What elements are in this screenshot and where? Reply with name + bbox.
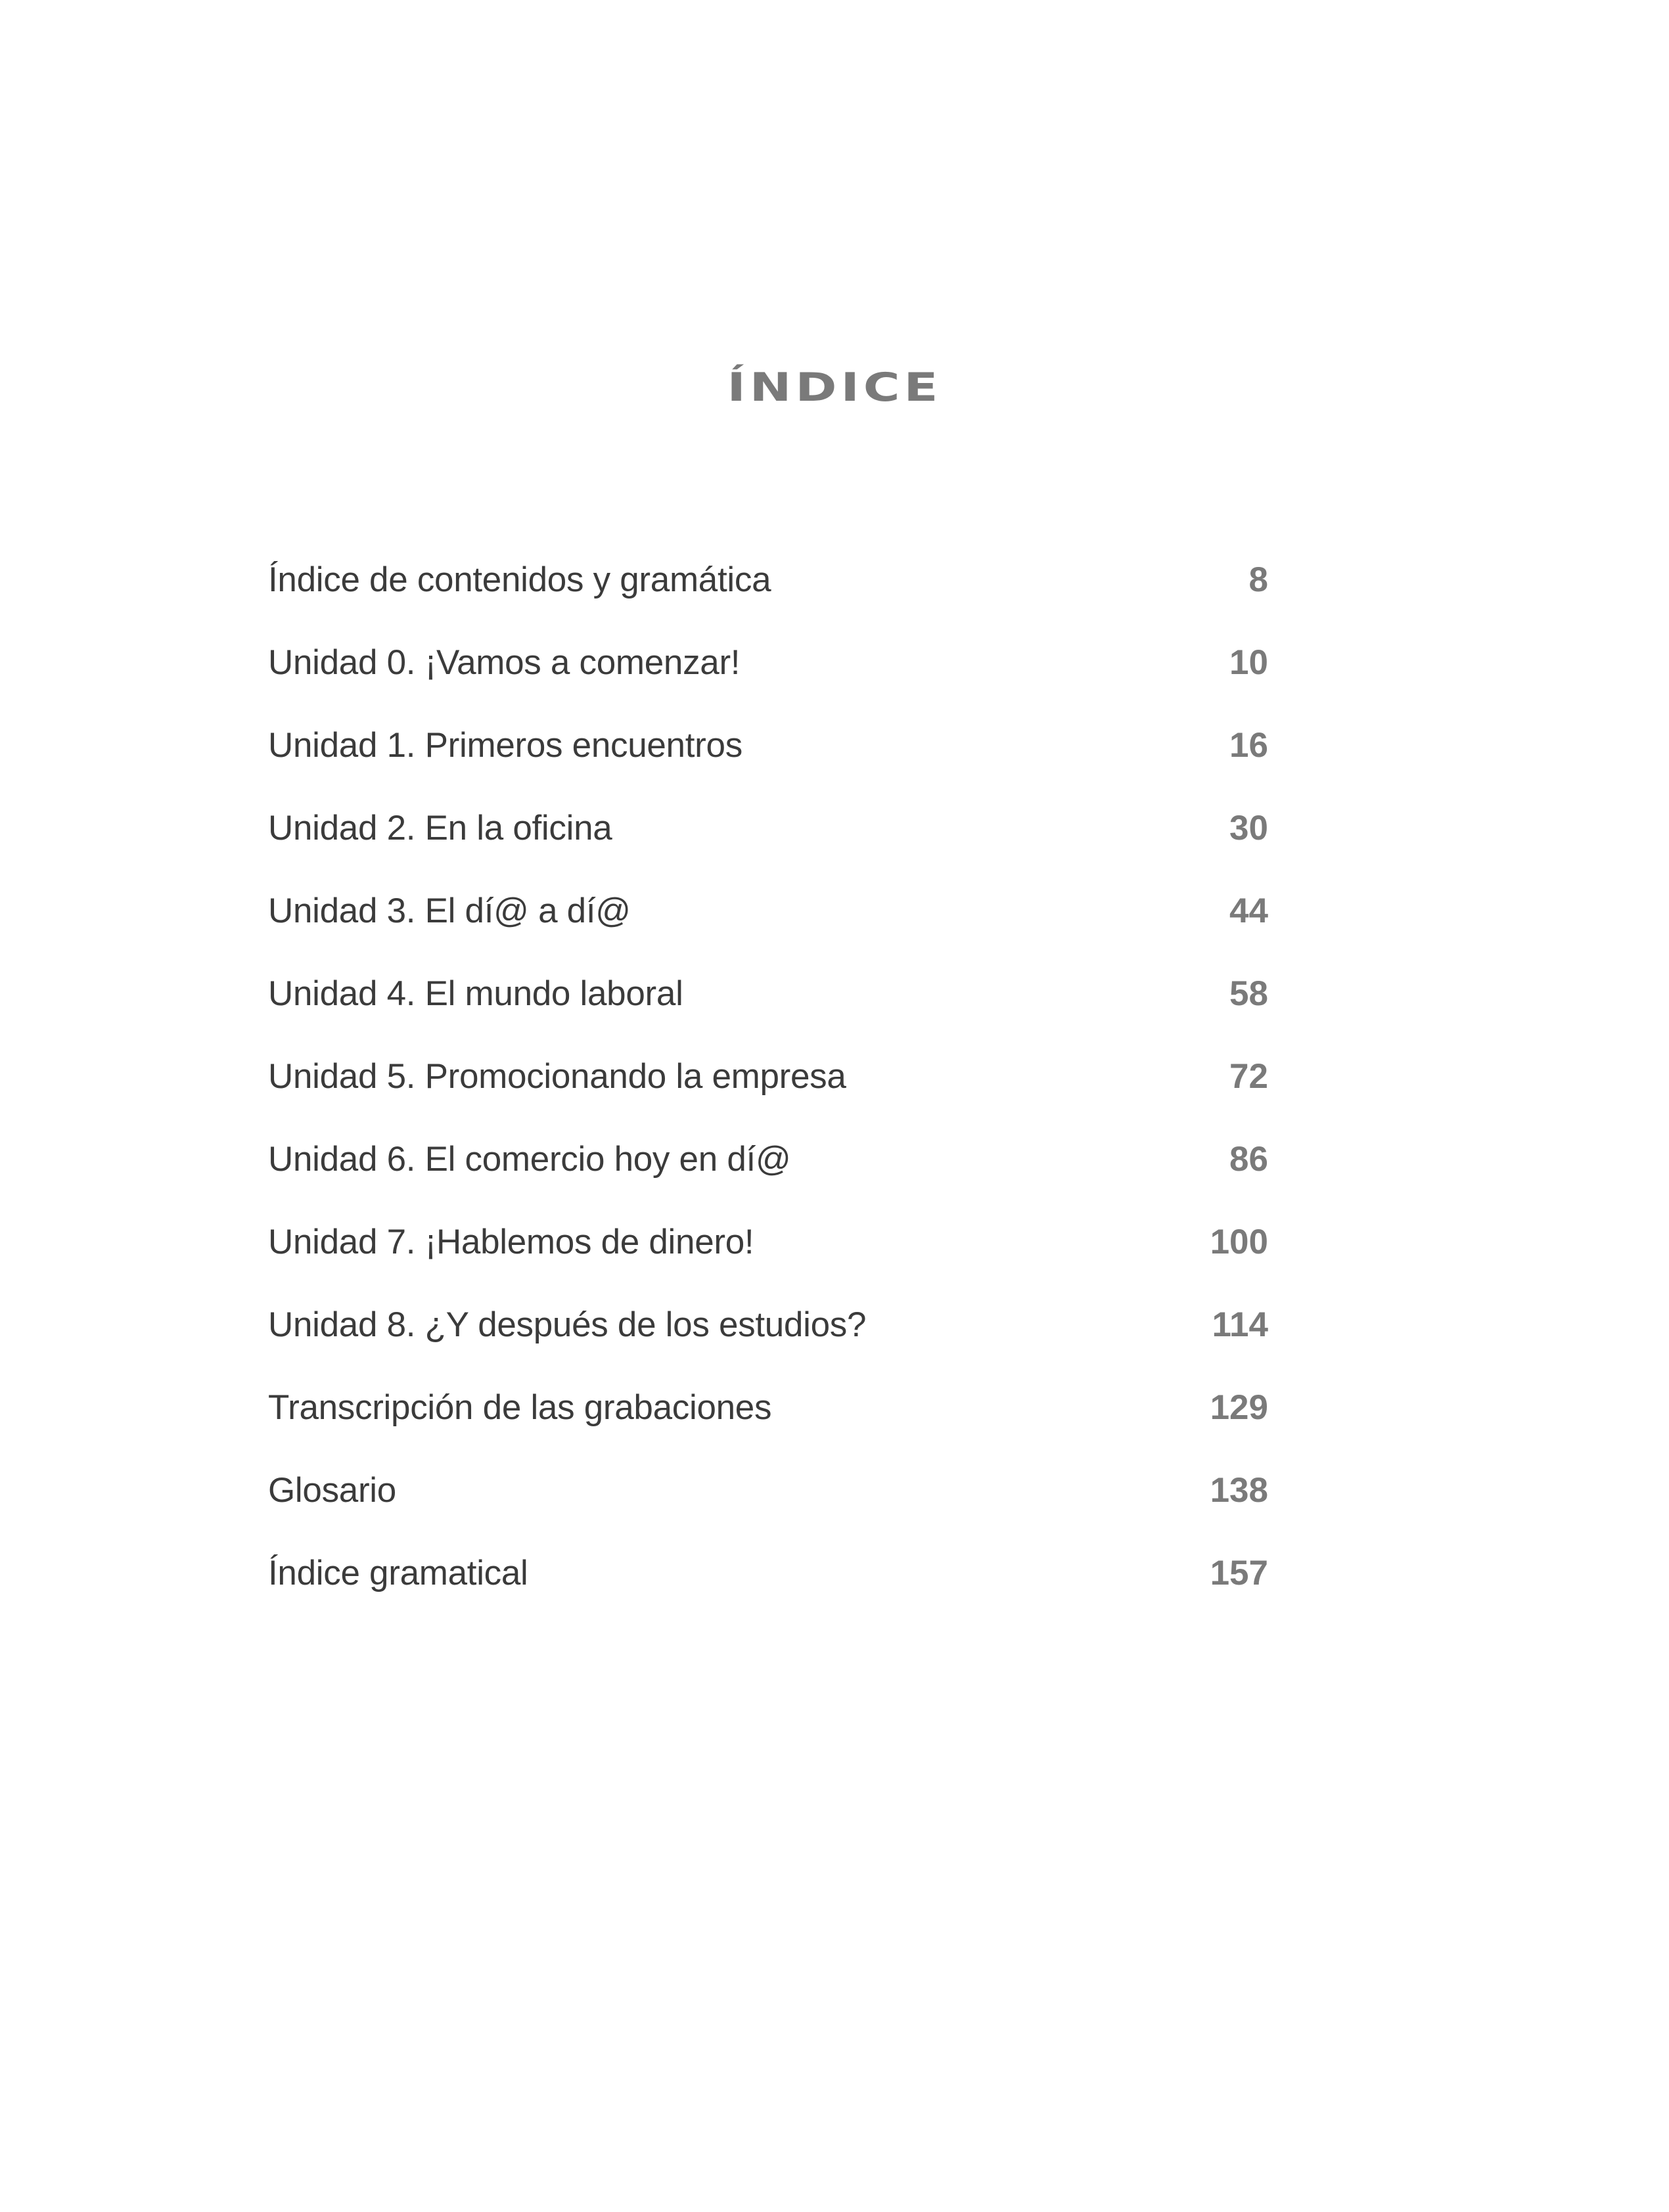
toc-entry-title: Índice gramatical [268, 1554, 528, 1592]
toc-entry-title: Transcripción de las grabaciones [268, 1388, 772, 1427]
toc-entry-page-number: 114 [1212, 1305, 1268, 1344]
toc-entry-page-number: 100 [1210, 1223, 1268, 1261]
table-of-contents [268, 539, 1268, 1615]
toc-entry[interactable] [268, 1532, 1268, 1615]
toc-entry-title: Unidad 8. ¿Y después de los estudios? [268, 1305, 867, 1344]
toc-entry-title: Unidad 4. El mundo laboral [268, 974, 683, 1013]
toc-entry-title: Unidad 0. ¡Vamos a comenzar! [268, 643, 741, 682]
toc-entry-page-number: 157 [1210, 1554, 1268, 1592]
toc-entry[interactable] [268, 787, 1268, 870]
toc-entry-page-number: 8 [1248, 560, 1268, 599]
toc-entry[interactable] [268, 1449, 1268, 1532]
toc-entry-title: Unidad 1. Primeros encuentros [268, 726, 743, 765]
toc-entry-page-number: 10 [1229, 643, 1268, 682]
toc-entry-title: Unidad 6. El comercio hoy en dí@ [268, 1140, 791, 1179]
toc-entry-title: Glosario [268, 1471, 396, 1510]
toc-entry-page-number: 72 [1229, 1057, 1268, 1096]
toc-entry[interactable] [268, 1284, 1268, 1366]
toc-entry[interactable] [268, 539, 1268, 621]
toc-entry-title: Unidad 5. Promocionando la empresa [268, 1057, 846, 1096]
toc-entry[interactable] [268, 1201, 1268, 1284]
toc-entry-page-number: 44 [1229, 892, 1268, 930]
toc-entry[interactable] [268, 870, 1268, 953]
toc-entry[interactable] [268, 704, 1268, 787]
toc-entry-title: Unidad 3. El dí@ a dí@ [268, 892, 631, 930]
toc-entry-page-number: 16 [1229, 726, 1268, 765]
toc-entry[interactable] [268, 1366, 1268, 1449]
toc-entry-page-number: 138 [1210, 1471, 1268, 1510]
toc-entry[interactable] [268, 621, 1268, 704]
toc-entry-page-number: 129 [1210, 1388, 1268, 1427]
toc-entry-page-number: 58 [1229, 974, 1268, 1013]
toc-entry[interactable] [268, 953, 1268, 1035]
toc-entry-page-number: 86 [1229, 1140, 1268, 1179]
toc-entry-title: Índice de contenidos y gramática [268, 560, 771, 599]
page-title: ÍNDICE [727, 364, 942, 410]
toc-entry-page-number: 30 [1229, 809, 1268, 847]
toc-entry[interactable] [268, 1035, 1268, 1118]
toc-entry[interactable] [268, 1118, 1268, 1201]
toc-entry-title: Unidad 7. ¡Hablemos de dinero! [268, 1223, 754, 1261]
toc-entry-title: Unidad 2. En la oficina [268, 809, 612, 847]
